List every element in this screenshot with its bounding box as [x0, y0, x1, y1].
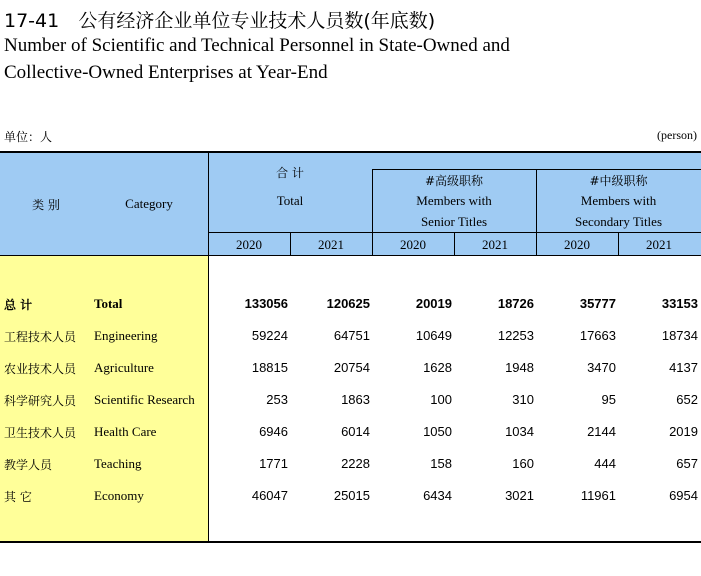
header-year: 2021: [482, 237, 508, 252]
row-category-english: Teaching: [94, 456, 142, 471]
row-category-english: Scientific Research: [94, 392, 195, 407]
unit-label-english: (person): [657, 128, 697, 142]
row-category-chinese: 其 它: [4, 490, 32, 504]
cell-secondary-2021: 652: [676, 392, 698, 407]
cell-total-2021: 25015: [333, 488, 370, 503]
header-senior-english-1: Members with: [416, 193, 492, 208]
cell-total-2021: 6014: [341, 424, 370, 439]
cell-senior-2021: 12253: [497, 328, 534, 343]
table-row: [0, 486, 701, 506]
cell-secondary-2021: 657: [676, 456, 698, 471]
category-divider: [208, 153, 209, 541]
cell-secondary-2021: 33153: [661, 296, 698, 311]
header-senior-english-2: Senior Titles: [420, 214, 488, 229]
header-year: 2020: [564, 237, 590, 252]
cell-total-2021: 2228: [341, 456, 370, 471]
table-row: [0, 390, 701, 410]
header-category-chinese: 类 别: [32, 198, 60, 212]
header-total-chinese: 合 计: [276, 166, 304, 180]
row-category-chinese: 卫生技术人员: [4, 426, 77, 440]
row-category-english: Total: [94, 296, 123, 311]
header-year: 2020: [236, 237, 262, 252]
cell-secondary-2020: 35777: [579, 296, 616, 311]
cell-senior-2021: 1948: [505, 360, 534, 375]
cell-total-2020: 46047: [251, 488, 288, 503]
cell-secondary-2020: 3470: [587, 360, 616, 375]
row-category-english: Agriculture: [94, 360, 154, 375]
row-category-english: Health Care: [94, 424, 157, 439]
table-title-chinese: 公有经济企业单位专业技术人员数(年底数): [78, 10, 436, 32]
table-row: [0, 454, 701, 474]
header-year: 2020: [400, 237, 426, 252]
unit-label-chinese: 单位：人: [4, 130, 53, 144]
table-title-english-line1: Number of Scientific and Technical Personnel in State-Owned and: [4, 35, 510, 56]
cell-total-2020: 1771: [259, 456, 288, 471]
header-bottom-rule: [0, 255, 701, 256]
table-bottom-rule: [0, 541, 701, 543]
cell-total-2020: 59224: [251, 328, 288, 343]
cell-total-2021: 120625: [326, 296, 370, 311]
header-secondary-chinese: #中级职称: [589, 174, 648, 188]
header-category-english: Category: [125, 196, 173, 211]
table-row: [0, 358, 701, 378]
subgroup-top-line: [372, 169, 701, 170]
table-top-rule: [0, 151, 701, 153]
year-row-top-line: [208, 232, 701, 233]
cell-secondary-2020: 2144: [587, 424, 616, 439]
cell-total-2021: 1863: [341, 392, 370, 407]
header-year: 2021: [318, 237, 344, 252]
cell-secondary-2020: 11961: [580, 488, 616, 503]
row-category-chinese: 科学研究人员: [4, 394, 77, 408]
header-secondary-english-1: Members with: [580, 193, 657, 208]
row-category-english: Economy: [94, 488, 144, 503]
header-total-english: Total: [276, 193, 304, 208]
cell-senior-2020: 100: [430, 392, 452, 407]
cell-total-2020: 18815: [251, 360, 288, 375]
cell-senior-2020: 1628: [423, 360, 452, 375]
cell-senior-2020: 6434: [423, 488, 452, 503]
table-row: [0, 326, 701, 346]
cell-total-2020: 6946: [259, 424, 288, 439]
table-number: 17-41: [4, 10, 60, 32]
cell-senior-2021: 1034: [505, 424, 534, 439]
cell-secondary-2020: 95: [601, 392, 616, 407]
cell-total-2021: 20754: [333, 360, 370, 375]
cell-secondary-2020: 17663: [579, 328, 616, 343]
header-senior-chinese: #高级职称: [424, 174, 484, 188]
row-category-chinese: 工程技术人员: [4, 330, 77, 344]
header-secondary-english-2: Secondary Titles: [574, 214, 663, 229]
cell-total-2021: 64751: [333, 328, 370, 343]
cell-secondary-2021: 2019: [669, 424, 698, 439]
table-row-total: [0, 294, 701, 314]
cell-senior-2021: 18726: [497, 296, 534, 311]
cell-total-2020: 253: [266, 392, 288, 407]
table-title: [4, 6, 435, 32]
cell-senior-2021: 310: [512, 392, 534, 407]
cell-senior-2021: 3021: [505, 488, 534, 503]
cell-total-2020: 133056: [244, 296, 288, 311]
table-row: [0, 422, 701, 442]
cell-secondary-2021: 6954: [669, 488, 698, 503]
cell-senior-2020: 1050: [423, 424, 452, 439]
cell-secondary-2020: 444: [594, 456, 616, 471]
table-title-english-line2: Collective-Owned Enterprises at Year-End: [4, 62, 328, 83]
cell-secondary-2021: 4137: [669, 360, 698, 375]
cell-secondary-2021: 18734: [661, 328, 698, 343]
row-category-chinese: 教学人员: [4, 458, 53, 472]
cell-senior-2020: 20019: [415, 296, 452, 311]
header-year: 2021: [646, 237, 672, 252]
cell-senior-2020: 10649: [415, 328, 452, 343]
row-category-chinese: 农业技术人员: [4, 362, 77, 376]
cell-senior-2020: 158: [430, 456, 452, 471]
cell-senior-2021: 160: [512, 456, 534, 471]
row-category-english: Engineering: [94, 328, 158, 343]
row-category-chinese: 总 计: [4, 298, 33, 312]
